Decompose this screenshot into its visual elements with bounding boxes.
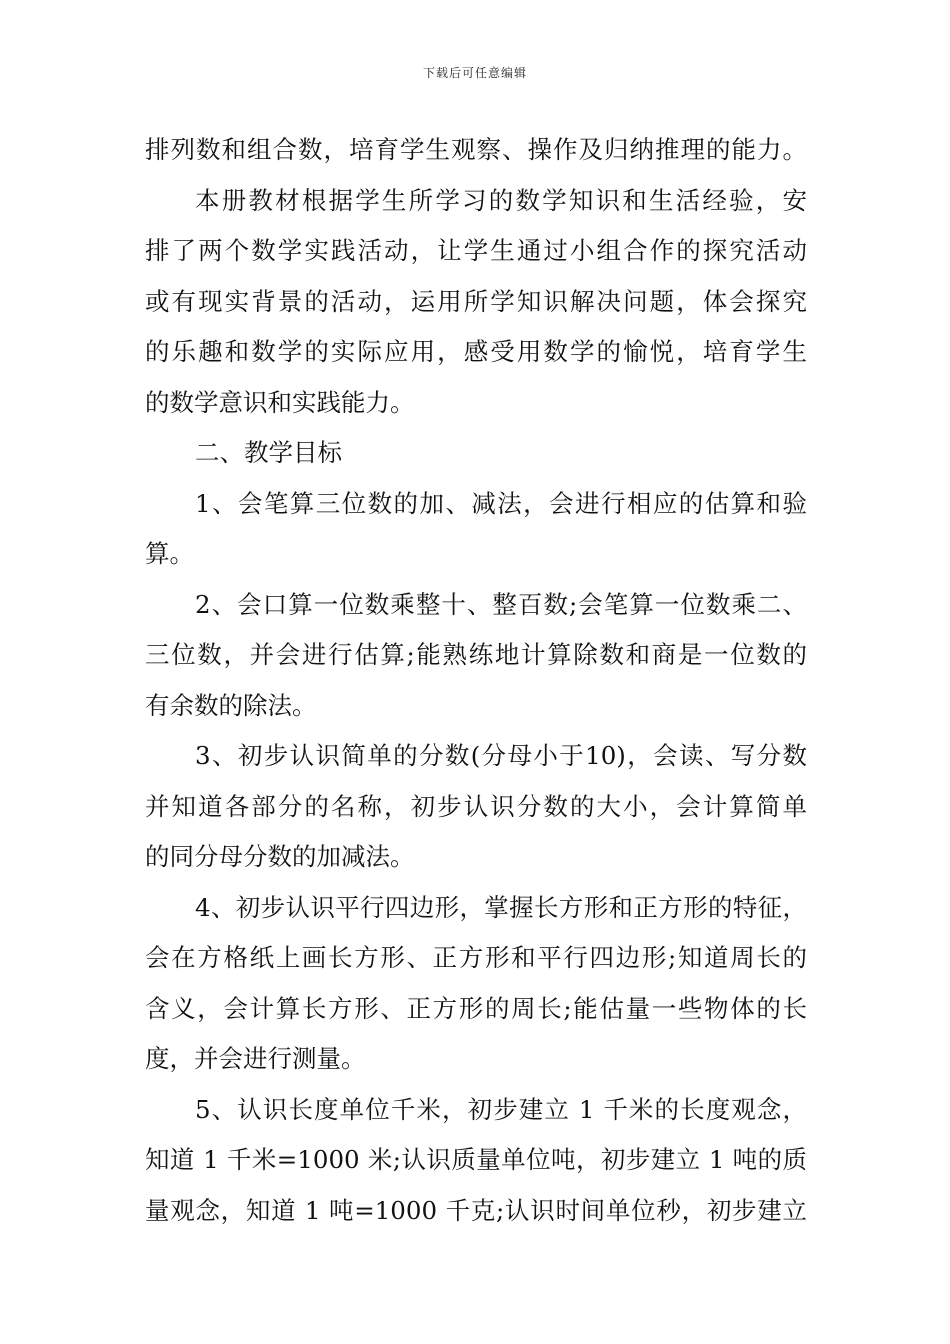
text-line: 本册教材根据学生所学习的数学知识和生活经验，安 [195,185,807,215]
text-line: 的同分母分数的加减法。 [145,842,415,871]
text-line: 5、认识长度单位千米，初步建立 1 千米的长度观念， [195,1094,807,1124]
text-line: 3、初步认识简单的分数(分母小于10)，会读、写分数 [195,741,807,770]
text-line: 1、会笔算三位数的加、减法，会进行相应的估算和验 [195,488,807,518]
text-line: 含义，会计算长方形、正方形的周长;能估量一些物体的长 [145,993,807,1023]
text-line: 度，并会进行测量。 [145,1044,366,1073]
text-line: 有余数的除法。 [145,690,317,720]
text-line: 量观念，知道 1 吨=1000 千克;认识时间单位秒，初步建立 [145,1195,807,1225]
text-line: 2、会口算一位数乘整十、整百数;会笔算一位数乘二、 [195,589,807,619]
page-header: 下载后可任意编辑 [422,66,527,80]
document-body [145,125,807,1236]
text-line: 算。 [145,539,194,568]
text-line: 的乐趣和数学的实际应用，感受用数学的愉悦，培育学生 [145,337,807,366]
text-line: 二、教学目标 [195,438,342,467]
text-line: 排列数和组合数，培育学生观察、操作及归纳推理的能力。 [145,135,807,164]
text-line: 会在方格纸上画长方形、正方形和平行四边形;知道周长的 [145,943,807,972]
text-line: 4、初步认识平行四边形，掌握长方形和正方形的特征， [195,892,807,922]
text-line: 排了两个数学实践活动，让学生通过小组合作的探究活动 [145,236,807,265]
text-line: 知道 1 千米=1000 米;认识质量单位吨，初步建立 1 吨的质 [145,1145,807,1174]
text-line: 三位数，并会进行估算;能熟练地计算除数和商是一位数的 [145,640,807,669]
text-line: 的数学意识和实践能力。 [145,387,415,417]
text-line: 并知道各部分的名称，初步认识分数的大小，会计算简单 [145,791,807,821]
text-line: 或有现实背景的活动，运用所学知识解决问题，体会探究 [145,286,807,316]
